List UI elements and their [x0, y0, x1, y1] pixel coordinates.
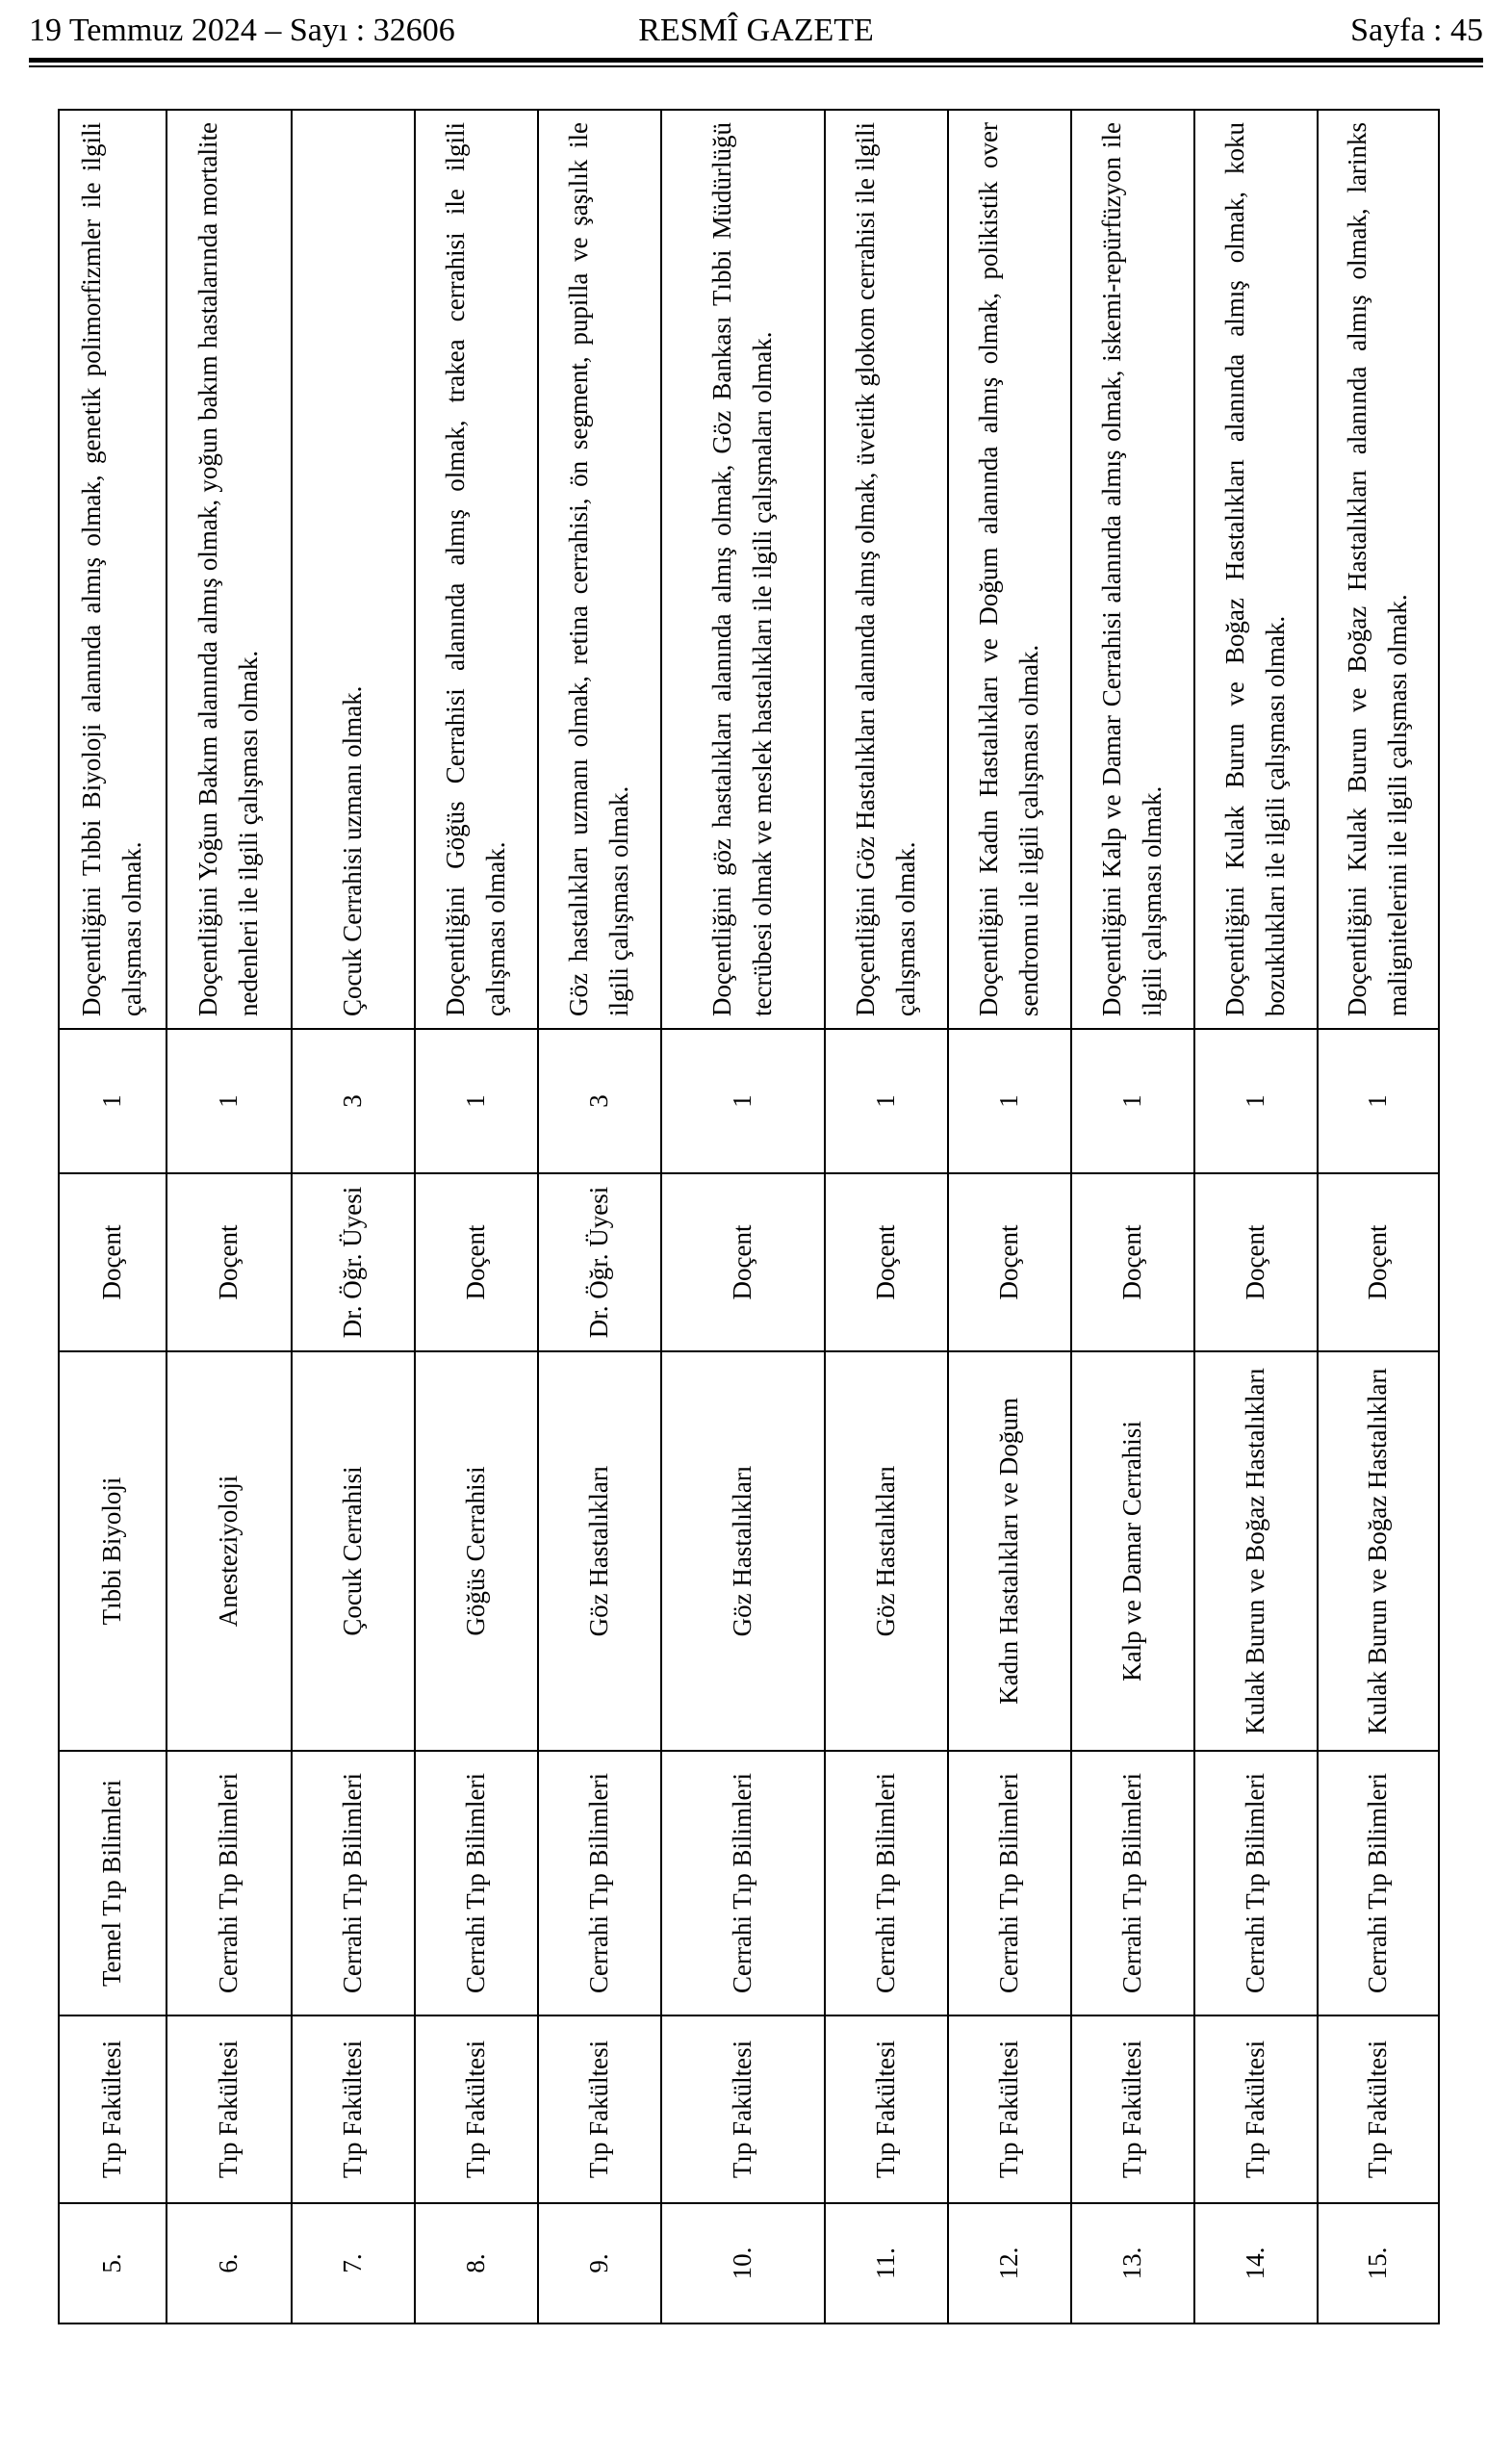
row-number: 9. — [538, 2203, 661, 2323]
department-cell: Cerrahi Tıp Bilimleri — [415, 1751, 538, 2015]
faculty-cell: Tıp Fakültesi — [292, 2015, 415, 2203]
table-row — [292, 110, 415, 2323]
row-number: 7. — [292, 2203, 415, 2323]
header-rule-thick — [29, 58, 1483, 63]
department-cell: Cerrahi Tıp Bilimleri — [292, 1751, 415, 2015]
discipline-cell: Tıbbi Biyoloji — [59, 1351, 167, 1751]
title-cell: Doçent — [1318, 1173, 1439, 1351]
discipline-cell: Kulak Burun ve Boğaz Hastalıkları — [1194, 1351, 1318, 1751]
discipline-cell: Çocuk Cerrahisi — [292, 1351, 415, 1751]
discipline-cell: Kulak Burun ve Boğaz Hastalıkları — [1318, 1351, 1439, 1751]
title-cell: Doçent — [1194, 1173, 1318, 1351]
row-number: 13. — [1071, 2203, 1194, 2323]
department-cell: Cerrahi Tıp Bilimleri — [1194, 1751, 1318, 2015]
faculty-cell: Tıp Fakültesi — [825, 2015, 948, 2203]
title-cell: Doçent — [948, 1173, 1071, 1351]
discipline-cell: Kadın Hastalıkları ve Doğum — [948, 1351, 1071, 1751]
faculty-cell: Tıp Fakültesi — [1318, 2015, 1439, 2203]
requirement-cell: Doçentliğini Kulak Burun ve Boğaz Hastalıkları alanında almış olmak, koku bozuklukları ile ilgili çalışması olmak. — [1194, 110, 1318, 1029]
faculty-cell: Tıp Fakültesi — [167, 2015, 292, 2203]
requirement-cell: Doçentliğini Tıbbi Biyoloji alanında almış olmak, genetik polimorfizmler ile ilgili çalışması olmak. — [59, 110, 167, 1029]
title-cell: Doçent — [415, 1173, 538, 1351]
requirement-cell: Çocuk Cerrahisi uzmanı olmak. — [292, 110, 415, 1029]
row-number: 10. — [661, 2203, 825, 2323]
row-number: 8. — [415, 2203, 538, 2323]
faculty-cell: Tıp Fakültesi — [1194, 2015, 1318, 2203]
count-cell: 3 — [292, 1029, 415, 1173]
department-cell: Cerrahi Tıp Bilimleri — [1318, 1751, 1439, 2015]
requirement-cell: Doçentliğini Göğüs Cerrahisi alanında almış olmak, trakea cerrahisi ile ilgili çalışması olmak. — [415, 110, 538, 1029]
faculty-cell: Tıp Fakültesi — [59, 2015, 167, 2203]
row-number: 15. — [1318, 2203, 1439, 2323]
requirement-cell: Doçentliğini göz hastalıkları alanında almış olmak, Göz Bankası Tıbbi Müdürlüğü tecrübesi olmak ve meslek hastalıkları ile ilgili çalışmaları olmak. — [661, 110, 825, 1029]
title-cell: Doçent — [825, 1173, 948, 1351]
issue-date: 19 Temmuz 2024 – Sayı : 32606 — [29, 13, 455, 48]
rotated-table-container — [58, 111, 1412, 2324]
header-rule-thin — [29, 65, 1483, 67]
count-cell: 3 — [538, 1029, 661, 1173]
page-number: Sayfa : 45 — [1350, 13, 1483, 48]
discipline-cell: Göz Hastalıkları — [538, 1351, 661, 1751]
department-cell: Cerrahi Tıp Bilimleri — [825, 1751, 948, 2015]
requirement-cell: Doçentliğini Kalp ve Damar Cerrahisi alanında almış olmak, iskemi-repürfüzyon ile ilgili çalışması olmak. — [1071, 110, 1194, 1029]
requirement-cell: Doçentliğini Göz Hastalıkları alanında almış olmak, üveitik glokom cerrahisi ile ilgili çalışması olmak. — [825, 110, 948, 1029]
title-cell: Dr. Öğr. Üyesi — [292, 1173, 415, 1351]
faculty-cell: Tıp Fakültesi — [415, 2015, 538, 2203]
page-header — [29, 8, 1483, 54]
table-row — [415, 110, 538, 2323]
title-cell: Doçent — [1071, 1173, 1194, 1351]
row-number: 14. — [1194, 2203, 1318, 2323]
table-row — [1071, 110, 1194, 2323]
count-cell: 1 — [948, 1029, 1071, 1173]
table-row — [948, 110, 1071, 2323]
title-cell: Doçent — [661, 1173, 825, 1351]
requirement-cell: Doçentliğini Kadın Hastalıkları ve Doğum alanında almış olmak, polikistik over sendromu ile ilgili çalışması olmak. — [948, 110, 1071, 1029]
faculty-cell: Tıp Fakültesi — [948, 2015, 1071, 2203]
faculty-cell: Tıp Fakültesi — [1071, 2015, 1194, 2203]
requirement-cell: Doçentliğini Yoğun Bakım alanında almış olmak, yoğun bakım hastalarında mortalite nedenleri ile ilgili çalışması olmak. — [167, 110, 292, 1029]
department-cell: Cerrahi Tıp Bilimleri — [167, 1751, 292, 2015]
table-row — [59, 110, 167, 2323]
count-cell: 1 — [1071, 1029, 1194, 1173]
gazette-title: RESMÎ GAZETE — [638, 13, 874, 48]
count-cell: 1 — [167, 1029, 292, 1173]
department-cell: Cerrahi Tıp Bilimleri — [538, 1751, 661, 2015]
department-cell: Cerrahi Tıp Bilimleri — [661, 1751, 825, 2015]
table-row — [1194, 110, 1318, 2323]
department-cell: Cerrahi Tıp Bilimleri — [1071, 1751, 1194, 2015]
row-number: 5. — [59, 2203, 167, 2323]
count-cell: 1 — [1194, 1029, 1318, 1173]
count-cell: 1 — [661, 1029, 825, 1173]
requirement-cell: Doçentliğini Kulak Burun ve Boğaz Hastalıkları alanında almış olmak, larinks malignitelerini ile ilgili çalışması olmak. — [1318, 110, 1439, 1029]
discipline-cell: Göğüs Cerrahisi — [415, 1351, 538, 1751]
discipline-cell: Anesteziyoloji — [167, 1351, 292, 1751]
count-cell: 1 — [59, 1029, 167, 1173]
discipline-cell: Kalp ve Damar Cerrahisi — [1071, 1351, 1194, 1751]
count-cell: 1 — [825, 1029, 948, 1173]
table-row — [538, 110, 661, 2323]
row-number: 11. — [825, 2203, 948, 2323]
table-row — [1318, 110, 1439, 2323]
title-cell: Doçent — [167, 1173, 292, 1351]
discipline-cell: Göz Hastalıkları — [825, 1351, 948, 1751]
faculty-cell: Tıp Fakültesi — [538, 2015, 661, 2203]
row-number: 6. — [167, 2203, 292, 2323]
row-number: 12. — [948, 2203, 1071, 2323]
discipline-cell: Göz Hastalıkları — [661, 1351, 825, 1751]
table-row — [825, 110, 948, 2323]
table-row — [661, 110, 825, 2323]
staff-positions-table — [58, 109, 1440, 2324]
table-row — [167, 110, 292, 2323]
count-cell: 1 — [415, 1029, 538, 1173]
faculty-cell: Tıp Fakültesi — [661, 2015, 825, 2203]
requirement-cell: Göz hastalıkları uzmanı olmak, retina cerrahisi, ön segment, pupilla ve şaşılık ile ilgili çalışması olmak. — [538, 110, 661, 1029]
department-cell: Temel Tıp Bilimleri — [59, 1751, 167, 2015]
department-cell: Cerrahi Tıp Bilimleri — [948, 1751, 1071, 2015]
title-cell: Doçent — [59, 1173, 167, 1351]
title-cell: Dr. Öğr. Üyesi — [538, 1173, 661, 1351]
count-cell: 1 — [1318, 1029, 1439, 1173]
